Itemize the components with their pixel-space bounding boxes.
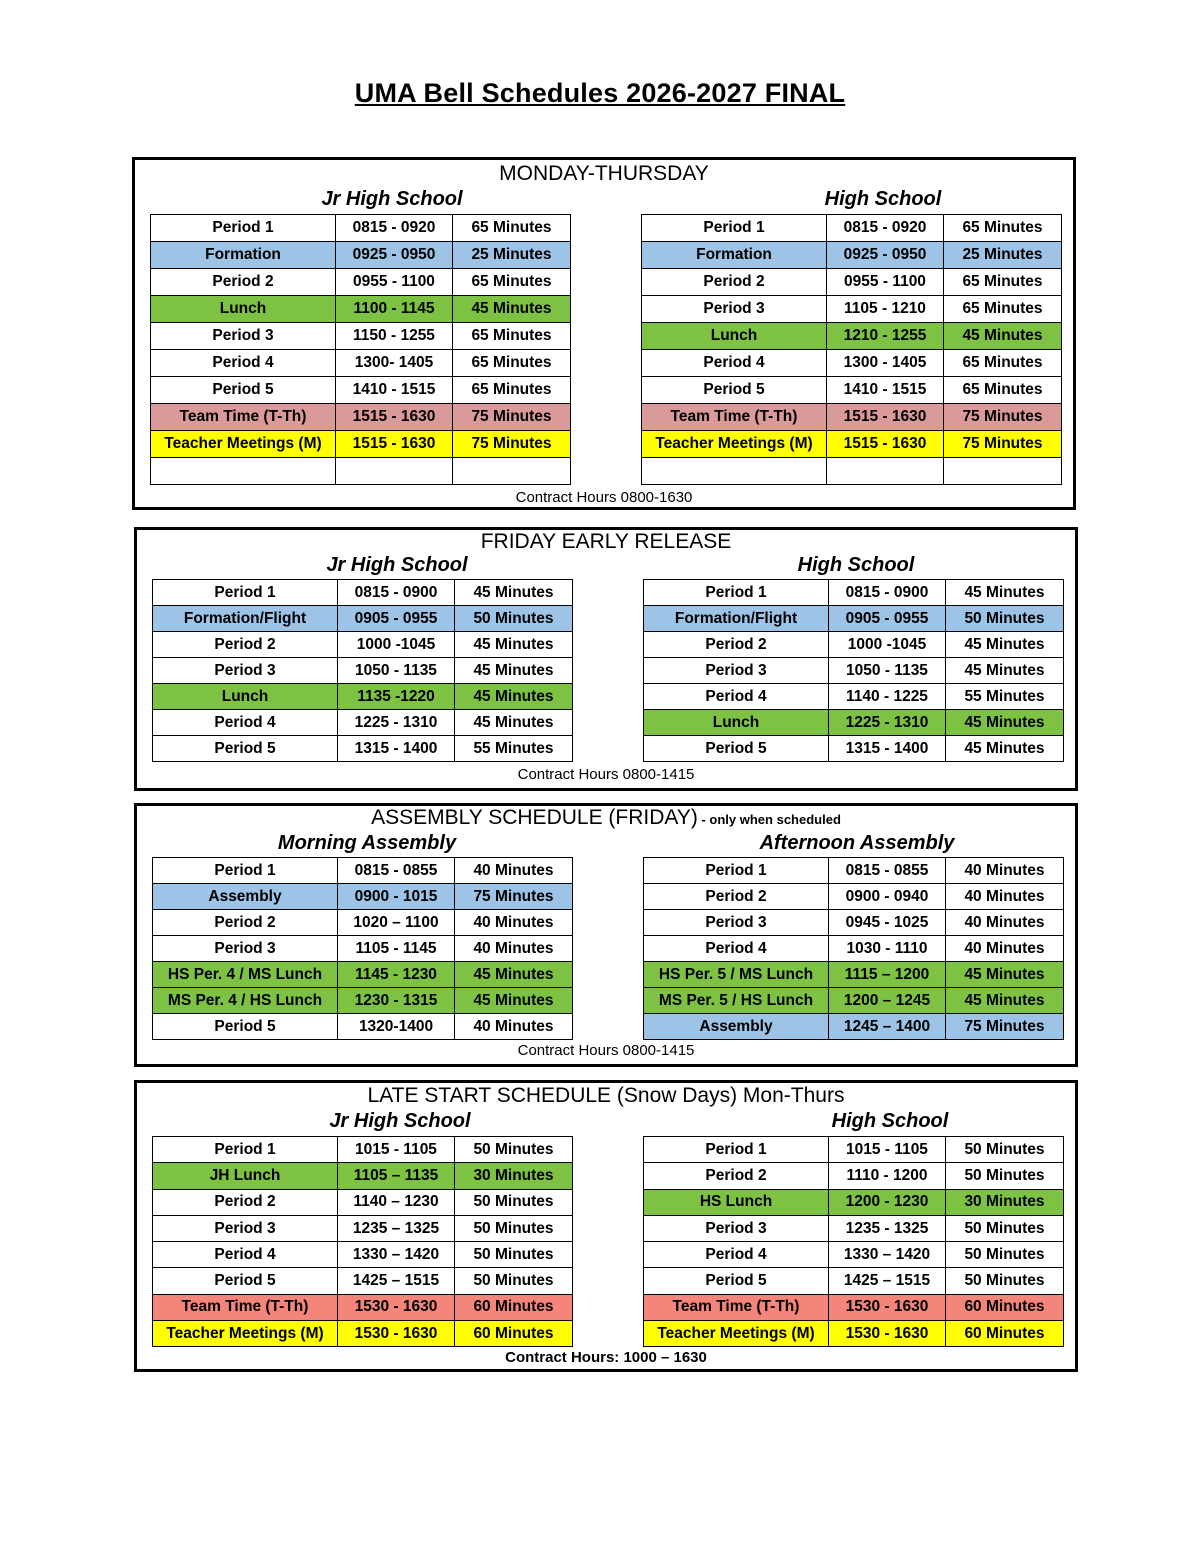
period-name-cell: MS Per. 4 / HS Lunch [153, 988, 338, 1014]
table-row [153, 1137, 573, 1163]
section-title [137, 806, 1075, 830]
period-name-cell: Lunch [642, 323, 827, 350]
period-name-cell: Team Time (T-Th) [644, 1294, 829, 1320]
table-row [642, 323, 1062, 350]
table-row [153, 658, 573, 684]
duration-cell: 40 Minutes [455, 910, 573, 936]
time-range-cell: 1515 - 1630 [827, 404, 944, 431]
duration-cell: 45 Minutes [946, 736, 1064, 762]
period-name-cell: JH Lunch [153, 1163, 338, 1189]
table-row [644, 658, 1064, 684]
time-range-cell: 1515 - 1630 [827, 431, 944, 458]
time-range-cell: 1320-1400 [338, 1014, 455, 1040]
duration-cell: 45 Minutes [453, 296, 571, 323]
table-row [644, 962, 1064, 988]
duration-cell: 50 Minutes [455, 1242, 573, 1268]
period-name-cell: Period 5 [642, 377, 827, 404]
section-assembly-schedule [134, 803, 1078, 1067]
table-row [151, 269, 571, 296]
period-name-cell: Period 3 [151, 323, 336, 350]
time-range-cell: 1410 - 1515 [827, 377, 944, 404]
period-name-cell: Period 1 [153, 858, 338, 884]
time-range-cell: 0925 - 0950 [336, 242, 453, 269]
table-row [151, 404, 571, 431]
time-range-cell: 0945 - 1025 [829, 910, 946, 936]
period-name-cell: Period 5 [153, 1014, 338, 1040]
time-range-cell: 1110 - 1200 [829, 1163, 946, 1189]
time-range-cell: 1115 – 1200 [829, 962, 946, 988]
duration-cell: 25 Minutes [453, 242, 571, 269]
time-range-cell: 1300- 1405 [336, 350, 453, 377]
section-title-text: ASSEMBLY SCHEDULE (FRIDAY) [371, 806, 698, 829]
period-name-cell: Period 4 [642, 350, 827, 377]
period-name-cell: Period 4 [644, 936, 829, 962]
time-range-cell: 1230 - 1315 [338, 988, 455, 1014]
table-row [153, 988, 573, 1014]
period-name-cell: Period 3 [153, 1215, 338, 1241]
period-name-cell: HS Per. 4 / MS Lunch [153, 962, 338, 988]
period-name-cell: Period 5 [151, 377, 336, 404]
duration-cell: 45 Minutes [455, 962, 573, 988]
duration-cell: 65 Minutes [944, 377, 1062, 404]
table-row [153, 632, 573, 658]
table-row [151, 242, 571, 269]
duration-cell: 45 Minutes [455, 632, 573, 658]
period-name-cell: Period 2 [642, 269, 827, 296]
duration-cell: 45 Minutes [455, 658, 573, 684]
time-range-cell: 0900 - 0940 [829, 884, 946, 910]
duration-cell: 40 Minutes [455, 858, 573, 884]
table-row [151, 296, 571, 323]
duration-cell: 30 Minutes [455, 1163, 573, 1189]
table-row [153, 910, 573, 936]
duration-cell: 30 Minutes [946, 1189, 1064, 1215]
period-name-cell: Team Time (T-Th) [151, 404, 336, 431]
period-name-cell: Assembly [644, 1014, 829, 1040]
duration-cell: 45 Minutes [944, 323, 1062, 350]
contract-hours: Contract Hours 0800-1415 [517, 1042, 695, 1059]
duration-cell: 50 Minutes [455, 606, 573, 632]
contract-hours: Contract Hours 0800-1415 [517, 766, 695, 783]
period-name-cell: Period 3 [644, 910, 829, 936]
schedule-table-high-school [641, 214, 1062, 485]
right-heading: High School [831, 1110, 949, 1132]
period-name-cell: Period 2 [153, 1189, 338, 1215]
time-range-cell: 0815 - 0920 [336, 215, 453, 242]
table-row [644, 736, 1064, 762]
table-row [644, 936, 1064, 962]
period-name-cell [151, 458, 336, 485]
table-row [642, 269, 1062, 296]
period-name-cell: Period 1 [642, 215, 827, 242]
duration-cell: 45 Minutes [946, 962, 1064, 988]
table-row [153, 1014, 573, 1040]
time-range-cell: 1140 - 1225 [829, 684, 946, 710]
time-range-cell: 0815 - 0855 [338, 858, 455, 884]
period-name-cell: Period 4 [644, 1242, 829, 1268]
period-name-cell: Period 4 [153, 1242, 338, 1268]
contract-hours: Contract Hours 0800-1630 [515, 489, 693, 506]
table-row [153, 884, 573, 910]
table-row [642, 242, 1062, 269]
duration-cell: 65 Minutes [453, 269, 571, 296]
period-name-cell: Period 4 [151, 350, 336, 377]
duration-cell: 25 Minutes [944, 242, 1062, 269]
time-range-cell: 1105 - 1145 [338, 936, 455, 962]
duration-cell: 45 Minutes [455, 988, 573, 1014]
table-row [153, 936, 573, 962]
table-row [644, 580, 1064, 606]
right-heading: Afternoon Assembly [759, 832, 955, 854]
time-range-cell: 1315 - 1400 [338, 736, 455, 762]
time-range-cell [336, 458, 453, 485]
table-row [642, 350, 1062, 377]
duration-cell: 45 Minutes [455, 710, 573, 736]
time-range-cell: 1530 - 1630 [829, 1321, 946, 1347]
document-title: UMA Bell Schedules 2026-2027 FINAL [354, 78, 846, 108]
schedule-table-jr-high [152, 1136, 573, 1347]
duration-cell: 45 Minutes [946, 988, 1064, 1014]
duration-cell: 60 Minutes [455, 1294, 573, 1320]
duration-cell: 55 Minutes [946, 684, 1064, 710]
period-name-cell: Formation/Flight [153, 606, 338, 632]
duration-cell: 65 Minutes [453, 377, 571, 404]
table-row [153, 1242, 573, 1268]
period-name-cell: Period 4 [153, 710, 338, 736]
duration-cell: 45 Minutes [455, 580, 573, 606]
duration-cell: 55 Minutes [455, 736, 573, 762]
duration-cell: 50 Minutes [946, 1163, 1064, 1189]
period-name-cell: Period 3 [153, 936, 338, 962]
duration-cell: 45 Minutes [946, 710, 1064, 736]
time-range-cell: 1145 - 1230 [338, 962, 455, 988]
period-name-cell: Period 5 [644, 1268, 829, 1294]
period-name-cell: Teacher Meetings (M) [644, 1321, 829, 1347]
table-row [644, 1189, 1064, 1215]
right-heading: High School [824, 188, 942, 210]
section-title: FRIDAY EARLY RELEASE [480, 530, 732, 553]
time-range-cell: 1330 – 1420 [829, 1242, 946, 1268]
table-row [644, 710, 1064, 736]
time-range-cell: 1225 - 1310 [829, 710, 946, 736]
duration-cell: 50 Minutes [946, 1137, 1064, 1163]
period-name-cell: Teacher Meetings (M) [642, 431, 827, 458]
period-name-cell: Teacher Meetings (M) [153, 1321, 338, 1347]
left-heading: Morning Assembly [277, 832, 457, 854]
duration-cell: 50 Minutes [455, 1189, 573, 1215]
period-name-cell: Period 3 [644, 658, 829, 684]
period-name-cell: Period 2 [151, 269, 336, 296]
duration-cell: 65 Minutes [944, 350, 1062, 377]
duration-cell: 40 Minutes [455, 1014, 573, 1040]
section-late-start-schedule [134, 1080, 1078, 1372]
time-range-cell: 0815 - 0920 [827, 215, 944, 242]
period-name-cell: Period 2 [153, 910, 338, 936]
period-name-cell: Period 4 [644, 684, 829, 710]
table-row [644, 1215, 1064, 1241]
time-range-cell: 1530 - 1630 [338, 1321, 455, 1347]
duration-cell: 65 Minutes [453, 350, 571, 377]
period-name-cell: Period 3 [644, 1215, 829, 1241]
duration-cell: 50 Minutes [455, 1268, 573, 1294]
time-range-cell: 1210 - 1255 [827, 323, 944, 350]
table-row [644, 632, 1064, 658]
duration-cell: 50 Minutes [946, 1242, 1064, 1268]
table-row [642, 404, 1062, 431]
period-name-cell: Formation [642, 242, 827, 269]
table-row [642, 431, 1062, 458]
period-name-cell: MS Per. 5 / HS Lunch [644, 988, 829, 1014]
duration-cell: 60 Minutes [946, 1294, 1064, 1320]
time-range-cell: 1105 – 1135 [338, 1163, 455, 1189]
period-name-cell: Period 2 [644, 884, 829, 910]
duration-cell: 45 Minutes [946, 658, 1064, 684]
duration-cell: 60 Minutes [455, 1321, 573, 1347]
period-name-cell: Period 1 [153, 1137, 338, 1163]
section-title-note: - only when scheduled [697, 812, 841, 827]
left-heading: Jr High School [329, 1110, 471, 1132]
time-range-cell: 1100 - 1145 [336, 296, 453, 323]
table-row [642, 215, 1062, 242]
table-row [153, 710, 573, 736]
schedule-table-afternoon-assembly [643, 857, 1064, 1040]
table-row [153, 1215, 573, 1241]
duration-cell: 40 Minutes [946, 910, 1064, 936]
time-range-cell: 1330 – 1420 [338, 1242, 455, 1268]
table-row [642, 296, 1062, 323]
duration-cell: 65 Minutes [453, 323, 571, 350]
table-row [153, 962, 573, 988]
table-row [642, 377, 1062, 404]
period-name-cell: Period 1 [644, 1137, 829, 1163]
time-range-cell: 0815 - 0855 [829, 858, 946, 884]
schedule-table-high-school [643, 579, 1064, 762]
table-row [151, 431, 571, 458]
schedule-table-high-school [643, 1136, 1064, 1347]
table-row [644, 1268, 1064, 1294]
period-name-cell: Period 2 [153, 632, 338, 658]
time-range-cell: 1050 - 1135 [338, 658, 455, 684]
period-name-cell: Period 1 [153, 580, 338, 606]
table-row [644, 1321, 1064, 1347]
time-range-cell: 1515 - 1630 [336, 404, 453, 431]
duration-cell: 50 Minutes [455, 1215, 573, 1241]
table-row [153, 1294, 573, 1320]
duration-cell: 75 Minutes [944, 404, 1062, 431]
table-row [644, 1137, 1064, 1163]
time-range-cell: 1015 - 1105 [829, 1137, 946, 1163]
table-row [153, 1321, 573, 1347]
period-name-cell: Formation [151, 242, 336, 269]
time-range-cell: 1030 - 1110 [829, 936, 946, 962]
duration-cell: 75 Minutes [453, 404, 571, 431]
period-name-cell: Period 1 [644, 580, 829, 606]
section-title: LATE START SCHEDULE (Snow Days) Mon-Thurs [367, 1084, 845, 1107]
table-row [151, 458, 571, 485]
contract-hours: Contract Hours: 1000 – 1630 [505, 1349, 707, 1366]
table-row [153, 1163, 573, 1189]
time-range-cell: 1235 - 1325 [829, 1215, 946, 1241]
time-range-cell: 1200 - 1230 [829, 1189, 946, 1215]
table-row [644, 1163, 1064, 1189]
period-name-cell: Formation/Flight [644, 606, 829, 632]
duration-cell: 40 Minutes [455, 936, 573, 962]
period-name-cell: Period 1 [151, 215, 336, 242]
period-name-cell: Lunch [151, 296, 336, 323]
table-row [153, 684, 573, 710]
time-range-cell: 0815 - 0900 [338, 580, 455, 606]
table-row [644, 1242, 1064, 1268]
schedule-table-jr-high [150, 214, 571, 485]
period-name-cell: Assembly [153, 884, 338, 910]
time-range-cell: 1000 -1045 [338, 632, 455, 658]
time-range-cell: 1150 - 1255 [336, 323, 453, 350]
time-range-cell: 1000 -1045 [829, 632, 946, 658]
duration-cell: 75 Minutes [453, 431, 571, 458]
duration-cell: 50 Minutes [946, 1268, 1064, 1294]
period-name-cell: Team Time (T-Th) [642, 404, 827, 431]
duration-cell: 40 Minutes [946, 936, 1064, 962]
table-row [644, 1294, 1064, 1320]
time-range-cell: 1020 – 1100 [338, 910, 455, 936]
time-range-cell: 1425 – 1515 [829, 1268, 946, 1294]
time-range-cell: 1315 - 1400 [829, 736, 946, 762]
table-row [644, 988, 1064, 1014]
section-friday-early-release [134, 527, 1078, 791]
period-name-cell: Period 5 [153, 736, 338, 762]
period-name-cell: Period 5 [644, 736, 829, 762]
period-name-cell [642, 458, 827, 485]
period-name-cell: Teacher Meetings (M) [151, 431, 336, 458]
duration-cell: 50 Minutes [946, 606, 1064, 632]
duration-cell: 65 Minutes [944, 215, 1062, 242]
time-range-cell: 0900 - 1015 [338, 884, 455, 910]
period-name-cell: HS Per. 5 / MS Lunch [644, 962, 829, 988]
time-range-cell: 0955 - 1100 [336, 269, 453, 296]
schedule-table-jr-high [152, 579, 573, 762]
table-row [151, 323, 571, 350]
period-name-cell: Lunch [153, 684, 338, 710]
time-range-cell: 0905 - 0955 [829, 606, 946, 632]
duration-cell: 65 Minutes [453, 215, 571, 242]
time-range-cell: 1530 - 1630 [338, 1294, 455, 1320]
time-range-cell: 1235 – 1325 [338, 1215, 455, 1241]
time-range-cell: 0925 - 0950 [827, 242, 944, 269]
table-row [644, 910, 1064, 936]
period-name-cell: Period 2 [644, 632, 829, 658]
duration-cell: 75 Minutes [455, 884, 573, 910]
duration-cell [453, 458, 571, 485]
table-row [644, 684, 1064, 710]
time-range-cell: 1105 - 1210 [827, 296, 944, 323]
table-row [644, 606, 1064, 632]
time-range-cell: 1300 - 1405 [827, 350, 944, 377]
table-row [153, 606, 573, 632]
table-row [153, 580, 573, 606]
left-heading: Jr High School [321, 188, 463, 210]
table-row [153, 736, 573, 762]
period-name-cell: Period 3 [153, 658, 338, 684]
duration-cell: 40 Minutes [946, 884, 1064, 910]
duration-cell: 50 Minutes [946, 1215, 1064, 1241]
right-heading: High School [797, 554, 915, 576]
duration-cell: 45 Minutes [946, 632, 1064, 658]
time-range-cell: 0905 - 0955 [338, 606, 455, 632]
table-row [644, 1014, 1064, 1040]
period-name-cell: Period 3 [642, 296, 827, 323]
duration-cell: 65 Minutes [944, 269, 1062, 296]
section-monday-thursday [132, 157, 1076, 510]
table-row [151, 215, 571, 242]
period-name-cell: HS Lunch [644, 1189, 829, 1215]
table-row [642, 458, 1062, 485]
table-row [153, 858, 573, 884]
section-title: MONDAY-THURSDAY [499, 162, 709, 185]
duration-cell: 75 Minutes [944, 431, 1062, 458]
duration-cell: 65 Minutes [944, 296, 1062, 323]
duration-cell: 60 Minutes [946, 1321, 1064, 1347]
period-name-cell: Lunch [644, 710, 829, 736]
time-range-cell: 0815 - 0900 [829, 580, 946, 606]
time-range-cell: 1015 - 1105 [338, 1137, 455, 1163]
time-range-cell: 1140 – 1230 [338, 1189, 455, 1215]
time-range-cell: 1410 - 1515 [336, 377, 453, 404]
time-range-cell: 1515 - 1630 [336, 431, 453, 458]
duration-cell: 40 Minutes [946, 858, 1064, 884]
left-heading: Jr High School [326, 554, 468, 576]
time-range-cell: 1200 – 1245 [829, 988, 946, 1014]
period-name-cell: Period 5 [153, 1268, 338, 1294]
table-row [644, 858, 1064, 884]
duration-cell [944, 458, 1062, 485]
duration-cell: 50 Minutes [455, 1137, 573, 1163]
time-range-cell: 1425 – 1515 [338, 1268, 455, 1294]
table-row [151, 350, 571, 377]
time-range-cell: 1135 -1220 [338, 684, 455, 710]
period-name-cell: Period 1 [644, 858, 829, 884]
time-range-cell: 0955 - 1100 [827, 269, 944, 296]
duration-cell: 45 Minutes [946, 580, 1064, 606]
table-row [153, 1268, 573, 1294]
duration-cell: 45 Minutes [455, 684, 573, 710]
duration-cell: 75 Minutes [946, 1014, 1064, 1040]
schedule-table-morning-assembly [152, 857, 573, 1040]
time-range-cell: 1050 - 1135 [829, 658, 946, 684]
table-row [153, 1189, 573, 1215]
time-range-cell: 1530 - 1630 [829, 1294, 946, 1320]
time-range-cell [827, 458, 944, 485]
period-name-cell: Team Time (T-Th) [153, 1294, 338, 1320]
table-row [644, 884, 1064, 910]
table-row [151, 377, 571, 404]
time-range-cell: 1245 – 1400 [829, 1014, 946, 1040]
period-name-cell: Period 2 [644, 1163, 829, 1189]
time-range-cell: 1225 - 1310 [338, 710, 455, 736]
